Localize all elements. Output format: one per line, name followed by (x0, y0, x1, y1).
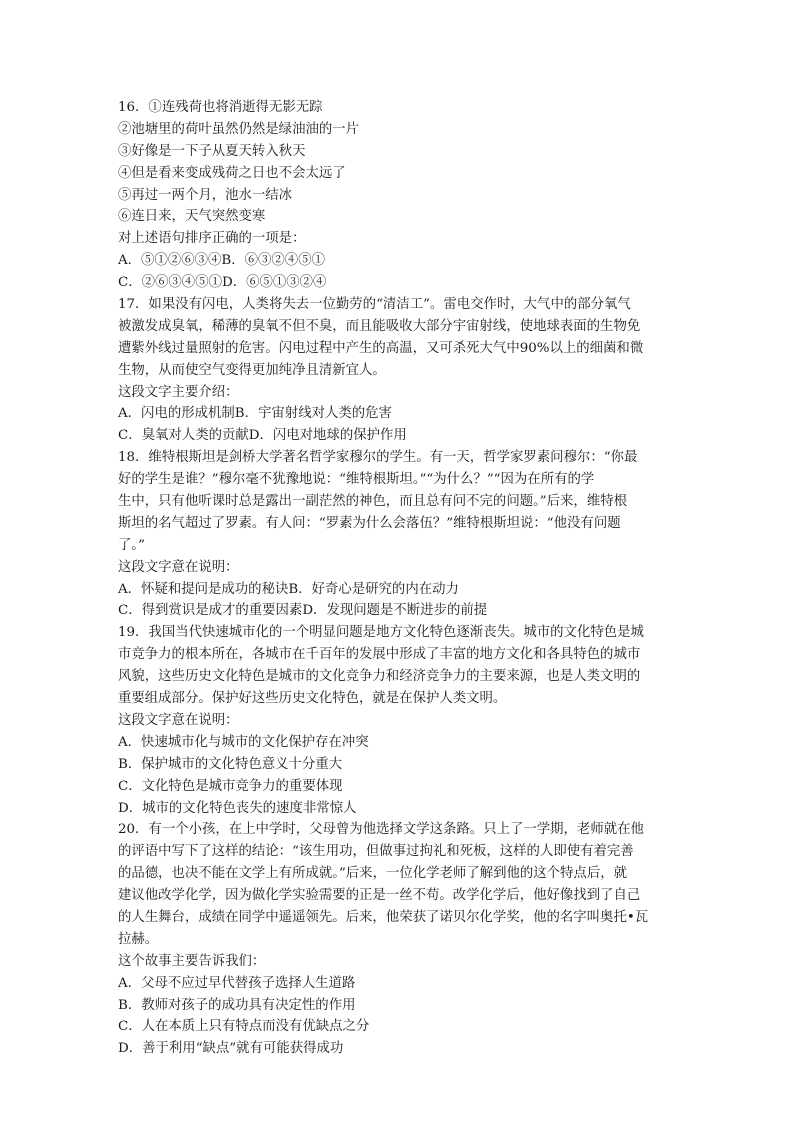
text-line: A．快速城市化与城市的文化保护存在冲突 (118, 734, 369, 750)
text-line: A．闪电的形成机制B．宇宙射线对人类的危害 (118, 406, 392, 422)
text-line: 斯坦的名气超过了罗素。有人问：“罗素为什么会落伍？”维特根斯坦说：“他没有问题 (118, 515, 621, 531)
text-line: 遭紫外线过量照射的危害。闪电过程中产生的高温，又可杀死大气中90%以上的细菌和微 (118, 340, 644, 356)
text-line: 这个故事主要告诉我们： (118, 953, 266, 969)
text-line: 风貌，这些历史文化特色是城市的文化竞争力和经济竞争力的主要来源，也是人类文明的 (118, 669, 641, 685)
text-line: 重要组成部分。保护好这些历史文化特色，就是在保护人类文明。 (118, 691, 507, 707)
text-line: 这段文字意在说明： (118, 559, 239, 575)
text-line: A．怀疑和提问是成功的秘诀B．好奇心是研究的内在动力 (118, 581, 459, 597)
text-line: C．臭氧对人类的贡献D．闪电对地球的保护作用 (118, 428, 407, 444)
text-line: 20．有一个小孩，在上中学时，父母曾为他选择文学这条路。只上了一学期，老师就在他 (118, 822, 644, 838)
text-line: 市竞争力的根本所在，各城市在千百年的发展中形成了丰富的地方文化和各具特色的城市 (118, 647, 641, 663)
text-line: C．得到赏识是成才的重要因素D．发现问题是不断进步的前提 (118, 603, 488, 619)
text-line: 19．我国当代快速城市化的一个明显问题是地方文化特色逐渐丧失。城市的文化特色是城 (118, 625, 644, 641)
text-line: C．文化特色是城市竞争力的重要体现 (118, 778, 343, 794)
text-line: 的人生舞台，成绩在同学中遥遥领先。后来，他荣获了诺贝尔化学奖，他的名字叫奥托•瓦 (118, 909, 649, 925)
text-line: B．保护城市的文化特色意义十分重大 (118, 756, 343, 772)
text-line: 建议他改学化学，因为做化学实验需要的正是一丝不苟。改学化学后，他好像找到了自己 (118, 888, 641, 904)
text-line: 拉赫。 (118, 931, 159, 947)
text-line: 被激发成臭氧，稀薄的臭氧不但不臭，而且能吸收大部分宇宙射线，使地球表面的生物免 (118, 318, 641, 334)
text-line: D．城市的文化特色丧失的速度非常惊人 (118, 800, 357, 816)
text-line: 了。” (118, 537, 145, 553)
text-line: C．②⑥③④⑤①D．⑥⑤①③②④ (118, 275, 327, 291)
text-line: 18．维特根斯坦是剑桥大学著名哲学家穆尔的学生。有一天，哲学家罗素问穆尔：“你最 (118, 450, 638, 466)
text-line: ④但是看来变成残荷之日也不会太远了 (118, 165, 346, 181)
text-line: ②池塘里的荷叶虽然仍然是绿油油的一片 (118, 121, 360, 137)
text-line: 生物，从而使空气变得更加纯净且清新宜人。 (118, 362, 386, 378)
text-line: ⑥连日来，天气突然变寒 (118, 209, 266, 225)
text-line: 这段文字主要介绍： (118, 384, 239, 400)
text-line: C．人在本质上只有特点而没有优缺点之分 (118, 1019, 370, 1035)
text-line: D．善于利用“缺点”就有可能获得成功 (118, 1041, 344, 1057)
text-line: ⑤再过一两个月，池水一结冰 (118, 187, 293, 203)
text-line: 16．①连残荷也将消逝得无影无踪 (118, 100, 323, 115)
text-line: A．父母不应过早代替孩子选择人生道路 (118, 975, 356, 991)
document-body (118, 97, 678, 1060)
text-line: A．⑤①②⑥③④B．⑥③②④⑤① (118, 253, 325, 269)
text-line: 生中，只有他听课时总是露出一副茫然的神色，而且总有问不完的问题。”后来，维特根 (118, 494, 627, 510)
text-line: ③好像是一下子从夏天转入秋天 (118, 143, 306, 159)
text-line: 的品德，也决不能在文学上有所成就。”后来，一位化学老师了解到他的这个特点后，就 (118, 866, 627, 882)
text-line: 好的学生是谁？”穆尔毫不犹豫地说：“维特根斯坦。”“为什么？”“因为在所有的学 (118, 472, 595, 488)
text-line: 17．如果没有闪电，人类将失去一位勤劳的“清洁工”。雷电交作时，大气中的部分氧气 (118, 297, 631, 313)
text-line: 对上述语句排序正确的一项是： (118, 231, 306, 247)
text-line: 的评语中写下了这样的结论：“该生用功，但做事过拘礼和死板，这样的人即使有着完善 (118, 844, 634, 860)
text-line: B．教师对孩子的成功具有决定性的作用 (118, 997, 356, 1013)
text-line: 这段文字意在说明： (118, 712, 239, 728)
